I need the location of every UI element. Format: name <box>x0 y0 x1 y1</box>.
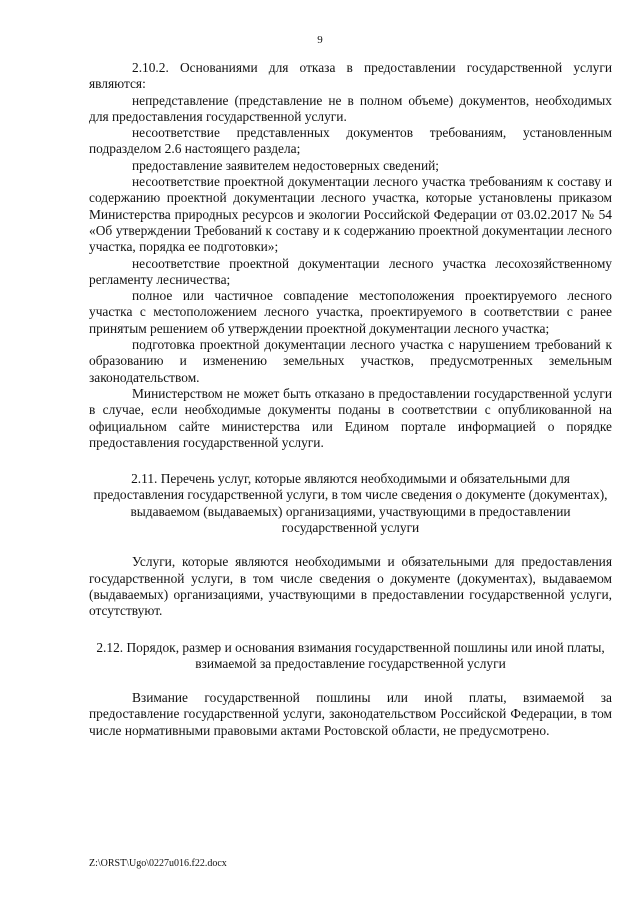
paragraph-reason-1: непредставление (представление не в полном объеме) документов, необходимых для предоставления государственной услуги. <box>89 92 612 124</box>
paragraph-no-refusal: Министерством не может быть отказано в предоставлении государственной услуги в случае, если необходимые документы поданы в соответствии с опубликованной на официальном сайте министерства или Едином портале информацией о порядке предоставления государственной услуги. <box>89 385 612 450</box>
paragraph-reason-6: полное или частичное совпадение местоположения проектируемого лесного участка с местоположением лесного участка, проектируемого в соответствии с ранее принятым решением об утверждении проектной документации лесного участка; <box>89 288 612 336</box>
paragraph-reason-7: подготовка проектной документации лесного участка с нарушением требований к образованию и изменению земельных участков, предусмотренных земельным законодательством. <box>89 337 612 385</box>
document-body <box>89 60 612 739</box>
paragraph-2-12-body: Взимание государственной пошлины или иной платы, взимаемой за предоставление государственной услуги, законодательством Российской Федерации, в том числе нормативными правовыми актами Ростовской области, не предусмотрено. <box>89 690 612 738</box>
page-number: 9 <box>317 34 323 46</box>
footer-file-path: Z:\ORST\Ugo\0227u016.f22.docx <box>89 858 227 869</box>
paragraph-2-11-body: Услуги, которые являются необходимыми и обязательными для предоставления государственной услуги, в том числе сведения о документе (документах), выдаваемом (выдаваемых) организациями, участвующими в предоставлении государственной услуги, отсутствуют. <box>89 554 612 619</box>
paragraph-reason-3: предоставление заявителем недостоверных сведений; <box>132 157 439 173</box>
paragraph-reason-2: несоответствие представленных документов требованиям, установленным подразделом 2.6 настоящего раздела; <box>89 125 612 157</box>
paragraph-reason-5: несоответствие проектной документации лесного участка лесохозяйственному регламенту лесничества; <box>89 255 612 287</box>
paragraph-2-10-2: 2.10.2. Основаниями для отказа в предоставлении государственной услуги являются: <box>89 60 612 92</box>
section-heading-2-11: 2.11. Перечень услуг, которые являются необходимыми и обязательными для предоставления государственной услуги, в том числе сведения о документе (документах), выдаваемом (выдаваемых) организациями, участвующими в предоставлении государственной услуги <box>93 471 608 536</box>
paragraph-reason-4: несоответствие проектной документации лесного участка требованиям к составу и содержанию проектной документации лесного участка, которые установлены приказом Министерства природных ресурсов и экологии Российской Федерации от 03.02.2017 № 54 «Об утверждении Требований к составу и к содержанию проектной документации лесного участка, порядка ее подготовки»; <box>89 174 612 255</box>
section-heading-2-12: 2.12. Порядок, размер и основания взимания государственной пошлины или иной платы, взимаемой за предоставление государственной услуги <box>96 639 605 671</box>
